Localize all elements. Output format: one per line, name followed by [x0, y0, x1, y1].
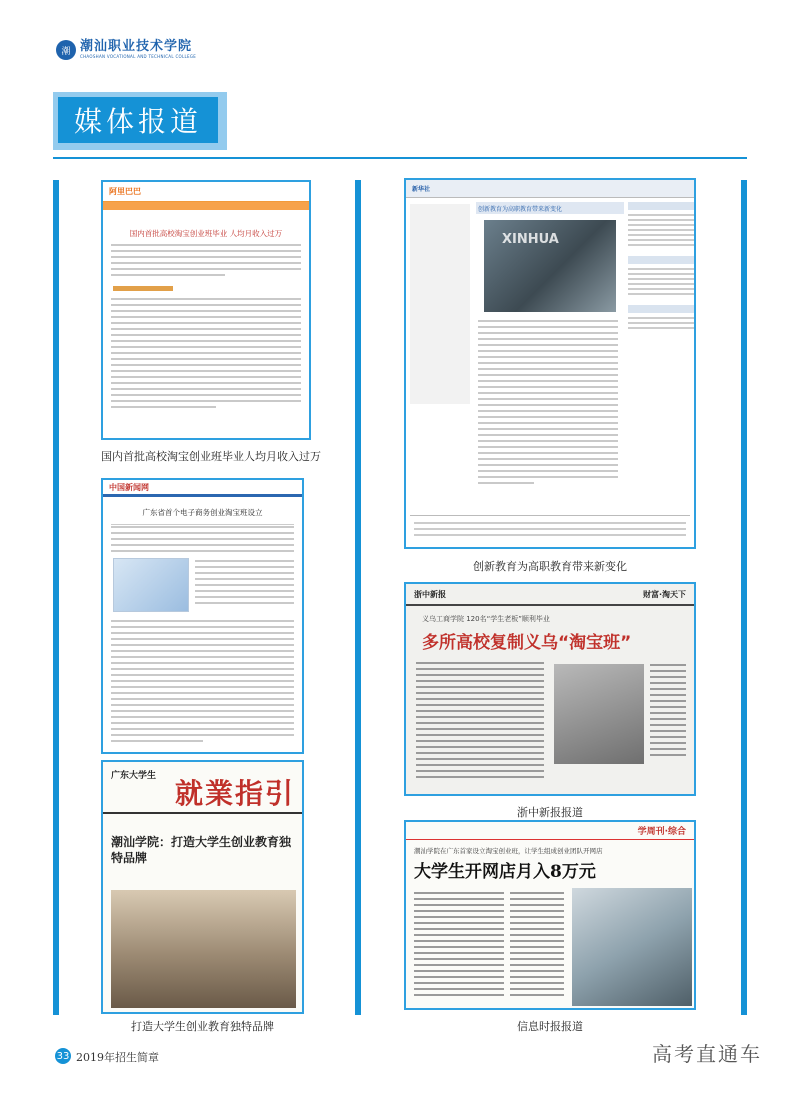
- footer-title: 2019年招生简章: [76, 1051, 159, 1064]
- column-title: 财富·淘天下: [642, 589, 686, 599]
- caption-alibaba: 国内首批高校淘宝创业班毕业人均月收入过万: [101, 450, 321, 463]
- article-card-xinhua[interactable]: [404, 178, 696, 549]
- news-photo: [111, 890, 296, 1008]
- site-name: 中国新闻网: [109, 482, 149, 492]
- article-headline: 大学生开网店月入8万元: [414, 862, 596, 882]
- photo-watermark: XINHUA: [502, 232, 559, 247]
- article-card-chinanews[interactable]: [101, 478, 304, 754]
- news-photo: [484, 220, 616, 312]
- caption-zhezhong: 浙中新报报道: [517, 806, 583, 819]
- article-headline: 潮汕学院：打造大学生创业教育独特品牌: [111, 835, 292, 865]
- article-subheadline: 义乌工商学院 120名“学生老板”顺利毕业: [422, 615, 550, 623]
- section-title-frame: [53, 92, 227, 150]
- column-title: 学周刊·综合: [637, 827, 686, 837]
- article-card-guangdong[interactable]: [101, 760, 304, 1014]
- center-column-bar: [355, 180, 361, 1015]
- caption-guangdong: 打造大学生创业教育独特品牌: [131, 1020, 274, 1033]
- article-card-zhezhong[interactable]: [404, 582, 696, 796]
- site-name: 阿里巴巴: [109, 187, 141, 196]
- article-headline: 多所高校复制义乌“淘宝班”: [422, 633, 632, 653]
- left-column-bar: [53, 180, 59, 1015]
- ad-image: [113, 558, 189, 612]
- caption-xinhua: 创新教育为高职教育带来新变化: [473, 560, 627, 573]
- article-card-xinxi[interactable]: [404, 820, 696, 1010]
- news-photo: [554, 664, 644, 764]
- news-photo: [572, 888, 692, 1006]
- page-number: 33: [55, 1048, 71, 1064]
- article-headline: 国内首批高校淘宝创业班毕业 人均月收入过万: [129, 229, 283, 238]
- watermark-text: 高考直通车: [652, 1042, 762, 1066]
- article-headline: 广东省首个电子商务创业淘宝班设立: [142, 508, 263, 517]
- college-name-en: CHAOSHAN VOCATIONAL AND TECHNICAL COLLEGE: [80, 54, 197, 59]
- college-name-cn: 潮汕职业技术学院: [80, 39, 193, 54]
- article-card-alibaba[interactable]: [101, 180, 311, 440]
- newspaper-masthead: 浙中新报: [414, 589, 446, 599]
- site-name: 新华社: [412, 186, 431, 193]
- caption-xinxi: 信息时报报道: [517, 1020, 583, 1033]
- header-divider: [53, 157, 747, 159]
- newspaper-banner: 就業指引: [175, 777, 296, 810]
- college-emblem-icon: 潮: [56, 40, 76, 60]
- section-title: 媒体报道: [58, 97, 218, 143]
- article-subheadline: 潮汕学院在广东首家设立淘宝创业班，让学生组成创业团队开网店: [414, 847, 603, 855]
- article-headline: 创新教育为高职教育带来新变化: [478, 206, 563, 213]
- right-column-bar: [741, 180, 747, 1015]
- college-logo: [56, 40, 196, 60]
- newspaper-masthead: 广东大学生: [111, 771, 157, 781]
